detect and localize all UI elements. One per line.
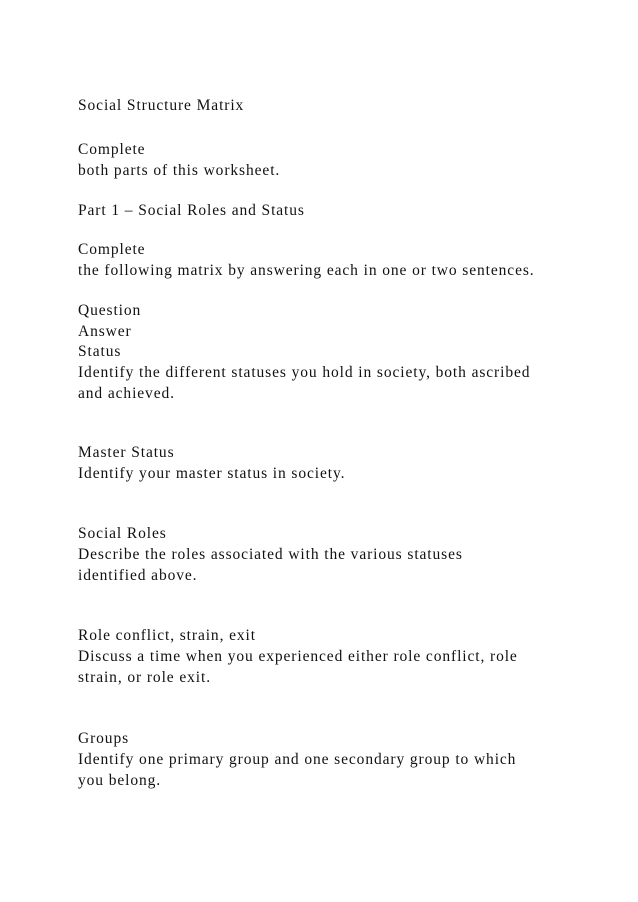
part1-instructions-line-1: Complete bbox=[78, 241, 146, 258]
matrix-row-status-prompt-2: and achieved. bbox=[78, 385, 175, 402]
matrix-row-role-conflict-label: Role conflict, strain, exit bbox=[78, 627, 256, 644]
document-title: Social Structure Matrix bbox=[78, 97, 245, 114]
matrix-row-social-roles-prompt-2: identified above. bbox=[78, 567, 198, 584]
matrix-row-groups-prompt-1: Identify one primary group and one secondary group to which bbox=[78, 751, 517, 768]
part1-instructions-line-2: the following matrix by answering each in one or two sentences. bbox=[78, 262, 535, 279]
matrix-row-social-roles-prompt-1: Describe the roles associated with the various statuses bbox=[78, 546, 463, 563]
intro-line-1: Complete bbox=[78, 141, 146, 158]
matrix-row-master-status-prompt-1: Identify your master status in society. bbox=[78, 465, 346, 482]
matrix-header-question: Question bbox=[78, 302, 142, 319]
matrix-row-status-label: Status bbox=[78, 343, 122, 360]
matrix-row-role-conflict-prompt-1: Discuss a time when you experienced either role conflict, role bbox=[78, 648, 518, 665]
matrix-row-master-status-label: Master Status bbox=[78, 444, 175, 461]
matrix-row-groups-prompt-2: you belong. bbox=[78, 772, 162, 789]
intro-line-2: both parts of this worksheet. bbox=[78, 162, 281, 179]
matrix-row-status-prompt-1: Identify the different statuses you hold in society, both ascribed bbox=[78, 364, 531, 381]
matrix-row-social-roles-label: Social Roles bbox=[78, 525, 167, 542]
matrix-row-role-conflict-prompt-2: strain, or role exit. bbox=[78, 669, 211, 686]
part1-heading: Part 1 – Social Roles and Status bbox=[78, 202, 305, 219]
matrix-row-groups-label: Groups bbox=[78, 730, 130, 747]
matrix-header-answer: Answer bbox=[78, 323, 132, 340]
